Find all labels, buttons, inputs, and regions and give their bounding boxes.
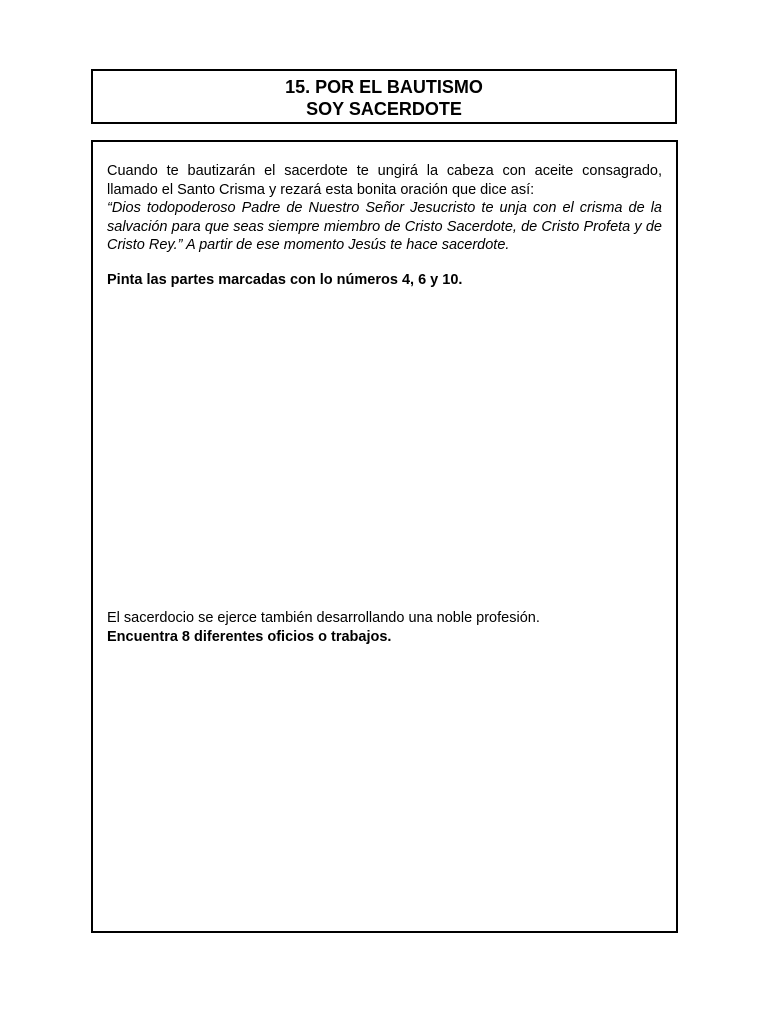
intro-paragraph [107, 162, 662, 255]
page-title-line-2: SOY SACERDOTE [306, 99, 462, 119]
wordsearch-area [107, 657, 662, 917]
profession-text: El sacerdocio se ejerce también desarrollando una noble profesión. [107, 610, 540, 626]
wordsearch-instruction: Encuentra 8 diferentes oficios o trabajos. [107, 629, 392, 645]
page-title-line-1: 15. POR EL BAUTISMO [285, 77, 483, 97]
coloring-area [107, 300, 662, 600]
content-box [91, 140, 678, 933]
coloring-instruction: Pinta las partes marcadas con lo números 4, 6 y 10. [107, 272, 463, 288]
intro-text: Cuando te bautizarán el sacerdote te ungirá la cabeza con aceite consagrado, llamado el Santo Crisma y rezará esta bonita oración que dice así: [107, 163, 662, 198]
title-box [91, 69, 677, 124]
prayer-text: “Dios todopoderoso Padre de Nuestro Señor Jesucristo te unja con el crisma de la salvación para que seas siempre miembro de Cristo Sacerdote, de Cristo Profeta y de Cristo Rey.” A partir de ese momento Jesús te hace sacerdote. [107, 200, 662, 253]
